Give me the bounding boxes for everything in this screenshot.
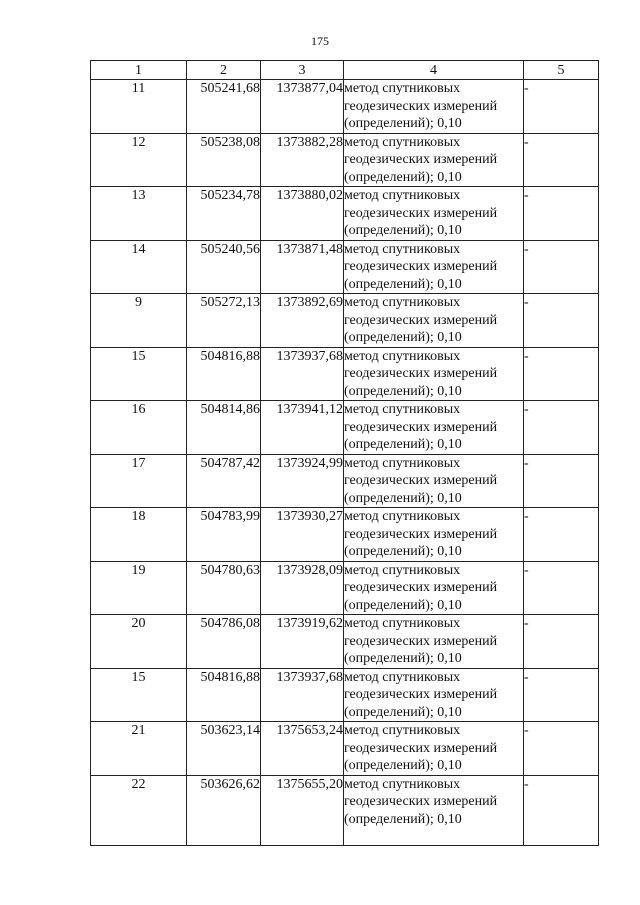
note-cell: - — [524, 668, 599, 722]
point-number-cell: 19 — [91, 561, 187, 615]
x-coordinate-cell: 505238,08 — [187, 133, 261, 187]
method-text-line: (определений); 0,10 — [344, 544, 462, 559]
method-cell — [344, 615, 524, 669]
page-number: 175 — [311, 34, 329, 48]
y-coordinate-cell: 1373937,68 — [261, 347, 344, 401]
point-number-cell: 21 — [91, 722, 187, 776]
table-row — [91, 80, 599, 134]
method-text-line: геодезических измерений — [344, 205, 498, 221]
method-cell — [344, 294, 524, 348]
column-header-3: 3 — [261, 61, 344, 80]
method-cell — [344, 775, 524, 845]
y-coordinate-cell: 1373928,09 — [261, 561, 344, 615]
method-text-line: метод спутниковых — [344, 348, 461, 364]
note-cell: - — [524, 240, 599, 294]
method-text-line: геодезических измерений — [344, 794, 498, 809]
method-cell — [344, 722, 524, 776]
method-cell — [344, 187, 524, 241]
method-text-line: (определений); 0,10 — [344, 330, 462, 345]
table-row — [91, 668, 599, 722]
x-coordinate-cell: 505240,56 — [187, 240, 261, 294]
table-row — [91, 401, 599, 455]
y-coordinate-cell: 1373877,04 — [261, 80, 344, 134]
method-text-line: метод спутниковых — [344, 509, 461, 524]
note-cell: - — [524, 80, 599, 134]
x-coordinate-cell: 505272,13 — [187, 294, 261, 348]
method-cell — [344, 454, 524, 508]
method-text-line: геодезических измерений — [344, 312, 498, 328]
y-coordinate-cell: 1373924,99 — [261, 454, 344, 508]
method-cell — [344, 561, 524, 615]
point-number-cell: 9 — [91, 294, 187, 348]
note-cell: - — [524, 561, 599, 615]
x-coordinate-cell: 505241,68 — [187, 80, 261, 134]
note-cell: - — [524, 615, 599, 669]
y-coordinate-cell: 1375655,20 — [261, 775, 344, 845]
x-coordinate-cell: 504816,88 — [187, 668, 261, 722]
point-number-cell: 14 — [91, 240, 187, 294]
method-text-line: геодезических измерений — [344, 687, 498, 702]
column-header-4: 4 — [344, 61, 524, 80]
method-cell — [344, 508, 524, 562]
method-text-line: (определений); 0,10 — [344, 437, 462, 452]
point-number-cell: 11 — [91, 80, 187, 134]
x-coordinate-cell: 504780,63 — [187, 561, 261, 615]
method-cell — [344, 80, 524, 134]
x-coordinate-cell: 504787,42 — [187, 454, 261, 508]
note-cell: - — [524, 454, 599, 508]
method-text-line: (определений); 0,10 — [344, 597, 462, 613]
method-text-line: геодезических измерений — [344, 259, 498, 274]
method-text-line: геодезических измерений — [344, 633, 498, 649]
method-text-line: (определений); 0,10 — [344, 758, 462, 773]
table-row — [91, 454, 599, 508]
method-text-line: (определений); 0,10 — [344, 704, 462, 720]
column-header-5: 5 — [524, 61, 599, 80]
y-coordinate-cell: 1373880,02 — [261, 187, 344, 241]
method-text-line: метод спутниковых — [344, 134, 461, 150]
method-text-line: (определений); 0,10 — [344, 651, 462, 666]
note-cell: - — [524, 401, 599, 455]
point-number-cell: 22 — [91, 775, 187, 845]
table-header — [91, 61, 599, 80]
method-text-line: метод спутниковых — [344, 402, 461, 417]
point-number-cell: 17 — [91, 454, 187, 508]
method-text-line: метод спутниковых — [344, 616, 461, 631]
method-text-line: (определений); 0,10 — [344, 811, 462, 827]
method-text-line: (определений); 0,10 — [344, 490, 462, 506]
y-coordinate-cell: 1373892,69 — [261, 294, 344, 348]
y-coordinate-cell: 1373930,27 — [261, 508, 344, 562]
method-text-line: геодезических измерений — [344, 419, 498, 435]
header-row — [91, 61, 599, 80]
method-text-line: (определений); 0,10 — [344, 276, 462, 292]
coordinates-table — [90, 60, 599, 846]
table-body — [91, 80, 599, 846]
method-text-line: (определений); 0,10 — [344, 383, 462, 399]
x-coordinate-cell: 504786,08 — [187, 615, 261, 669]
y-coordinate-cell: 1373941,12 — [261, 401, 344, 455]
x-coordinate-cell: 504783,99 — [187, 508, 261, 562]
y-coordinate-cell: 1373871,48 — [261, 240, 344, 294]
method-text-line: метод спутниковых — [344, 723, 461, 738]
method-text-line: геодезических измерений — [344, 740, 498, 756]
column-header-1: 1 — [91, 61, 187, 80]
y-coordinate-cell: 1373937,68 — [261, 668, 344, 722]
y-coordinate-cell: 1373919,62 — [261, 615, 344, 669]
method-text-line: метод спутниковых — [344, 188, 461, 203]
note-cell: - — [524, 133, 599, 187]
method-text-line: геодезических измерений — [344, 580, 498, 595]
method-text-line: метод спутниковых — [344, 81, 461, 96]
point-number-cell: 16 — [91, 401, 187, 455]
method-cell — [344, 240, 524, 294]
table-row — [91, 508, 599, 562]
x-coordinate-cell: 503626,62 — [187, 775, 261, 845]
point-number-cell: 15 — [91, 668, 187, 722]
method-text-line: геодезических измерений — [344, 152, 498, 167]
table-row — [91, 722, 599, 776]
table-row — [91, 187, 599, 241]
y-coordinate-cell: 1375653,24 — [261, 722, 344, 776]
method-text-line: геодезических измерений — [344, 98, 498, 114]
method-text-line: геодезических измерений — [344, 473, 498, 488]
method-text-line: метод спутниковых — [344, 562, 461, 578]
method-cell — [344, 401, 524, 455]
note-cell: - — [524, 347, 599, 401]
note-cell: - — [524, 294, 599, 348]
table-row — [91, 561, 599, 615]
note-cell: - — [524, 722, 599, 776]
table-row — [91, 133, 599, 187]
method-text-line: метод спутниковых — [344, 669, 461, 685]
note-cell: - — [524, 508, 599, 562]
point-number-cell: 15 — [91, 347, 187, 401]
x-coordinate-cell: 504816,88 — [187, 347, 261, 401]
point-number-cell: 20 — [91, 615, 187, 669]
method-cell — [344, 668, 524, 722]
note-cell: - — [524, 775, 599, 845]
note-cell: - — [524, 187, 599, 241]
method-cell — [344, 133, 524, 187]
method-text-line: метод спутниковых — [344, 455, 461, 471]
table-row — [91, 240, 599, 294]
method-text-line: (определений); 0,10 — [344, 169, 462, 185]
point-number-cell: 18 — [91, 508, 187, 562]
method-text-line: (определений); 0,10 — [344, 116, 462, 131]
y-coordinate-cell: 1373882,28 — [261, 133, 344, 187]
method-text-line: метод спутниковых — [344, 776, 461, 792]
method-cell — [344, 347, 524, 401]
method-text-line: (определений); 0,10 — [344, 223, 462, 238]
x-coordinate-cell: 503623,14 — [187, 722, 261, 776]
method-text-line: геодезических измерений — [344, 526, 498, 542]
point-number-cell: 12 — [91, 133, 187, 187]
column-header-2: 2 — [187, 61, 261, 80]
method-text-line: геодезических измерений — [344, 366, 498, 381]
table-row — [91, 775, 599, 845]
table-row — [91, 294, 599, 348]
method-text-line: метод спутниковых — [344, 295, 461, 310]
table-row — [91, 347, 599, 401]
point-number-cell: 13 — [91, 187, 187, 241]
method-text-line: метод спутниковых — [344, 241, 461, 257]
x-coordinate-cell: 505234,78 — [187, 187, 261, 241]
table-row — [91, 615, 599, 669]
x-coordinate-cell: 504814,86 — [187, 401, 261, 455]
